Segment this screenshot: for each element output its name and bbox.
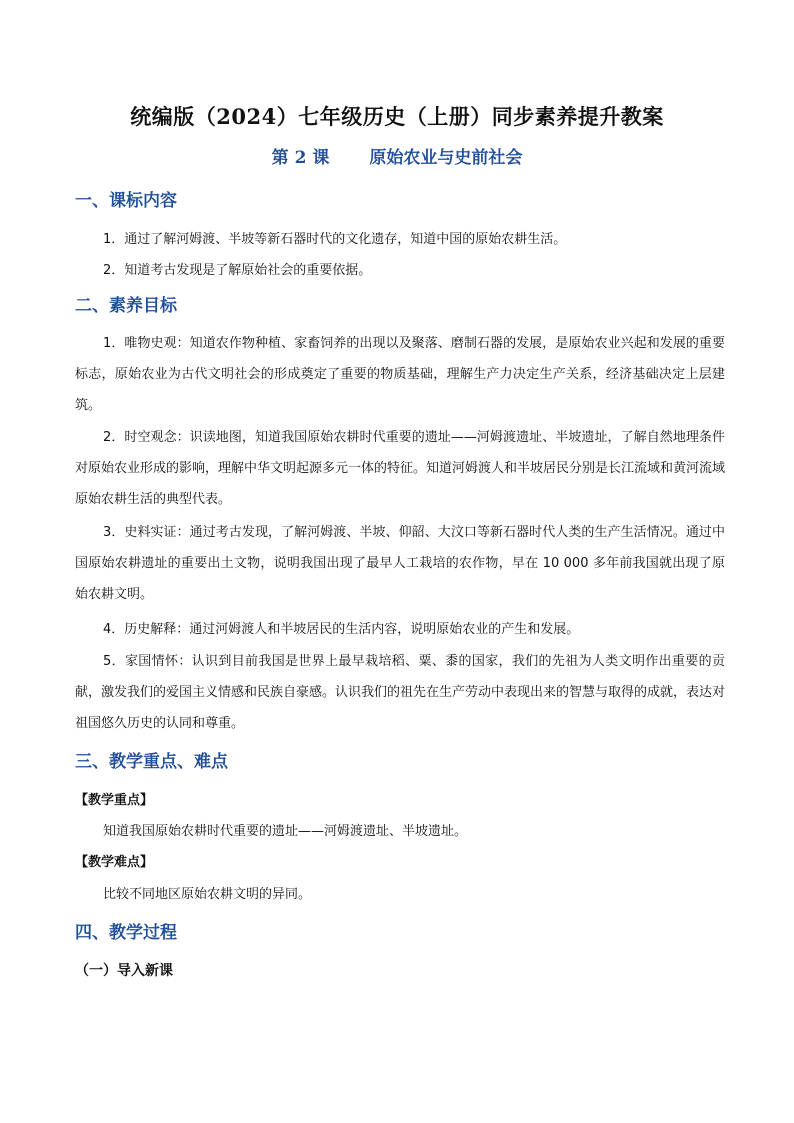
goal-item-5: 5．家国情怀：认识到目前我国是世界上最早栽培稻、粟、黍的国家，我们的先祖为人类文明作出重要的贡献，激发我们的爱国主义情感和民族自豪感。认识我们的祖先在生产劳动中表现出来的智慧与取得的成就，表达对祖国悠久历史的认同和尊重。 [75, 654, 726, 731]
key-point-label: 【教学重点】 [75, 793, 154, 808]
key-point-text: 知道我国原始农耕时代重要的遗址——河姆渡遗址、半坡遗址。 [103, 824, 468, 839]
difficult-point-text: 比较不同地区原始农耕文明的异同。 [103, 887, 312, 902]
standards-item-2: 2．知道考古发现是了解原始社会的重要依据。 [103, 263, 372, 278]
lesson-heading [0, 146, 794, 170]
standards-item-1: 1．通过了解河姆渡、半坡等新石器时代的文化遗存，知道中国的原始农耕生活。 [103, 232, 567, 247]
lesson-title: 原始农业与史前社会 [369, 148, 523, 168]
goal-item-2: 2．时空观念：识读地图，知道我国原始农耕时代重要的遗址——河姆渡遗址、半坡遗址，了解自然地理条件对原始农业形成的影响，理解中华文明起源多元一体的特征。知道河姆渡人和半坡居民分别是长江流域和黄河流域原始农耕生活的典型代表。 [75, 430, 726, 507]
section-heading-standards: 一、课标内容 [75, 191, 177, 211]
section-heading-goals: 二、素养目标 [75, 296, 177, 316]
goal-item-3: 3．史料实证：通过考古发现，了解河姆渡、半坡、仰韶、大汶口等新石器时代人类的生产生活情况。通过中国原始农耕遗址的重要出土文物，说明我国出现了最早人工栽培的农作物，早在 10 000 多年前我国就出现了原始农耕文明。 [75, 525, 725, 602]
subsection-introduction: （一）导入新课 [75, 963, 173, 979]
difficult-point-label: 【教学难点】 [75, 855, 154, 870]
section-heading-process: 四、教学过程 [75, 923, 177, 943]
document-title: 统编版（2024）七年级历史（上册）同步素养提升教案 [130, 104, 664, 129]
goal-item-1: 1．唯物史观：知道农作物种植、家畜饲养的出现以及聚落、磨制石器的发展，是原始农业兴起和发展的重要标志，原始农业为古代文明社会的形成奠定了重要的物质基础，理解生产力决定生产关系，经济基础决定上层建筑。 [75, 336, 725, 413]
goal-item-4: 4．历史解释：通过河姆渡人和半坡居民的生活内容，说明原始农业的产生和发展。 [103, 622, 580, 637]
section-heading-key-points: 三、教学重点、难点 [75, 752, 228, 772]
lesson-number: 第 2 课 [271, 148, 330, 168]
